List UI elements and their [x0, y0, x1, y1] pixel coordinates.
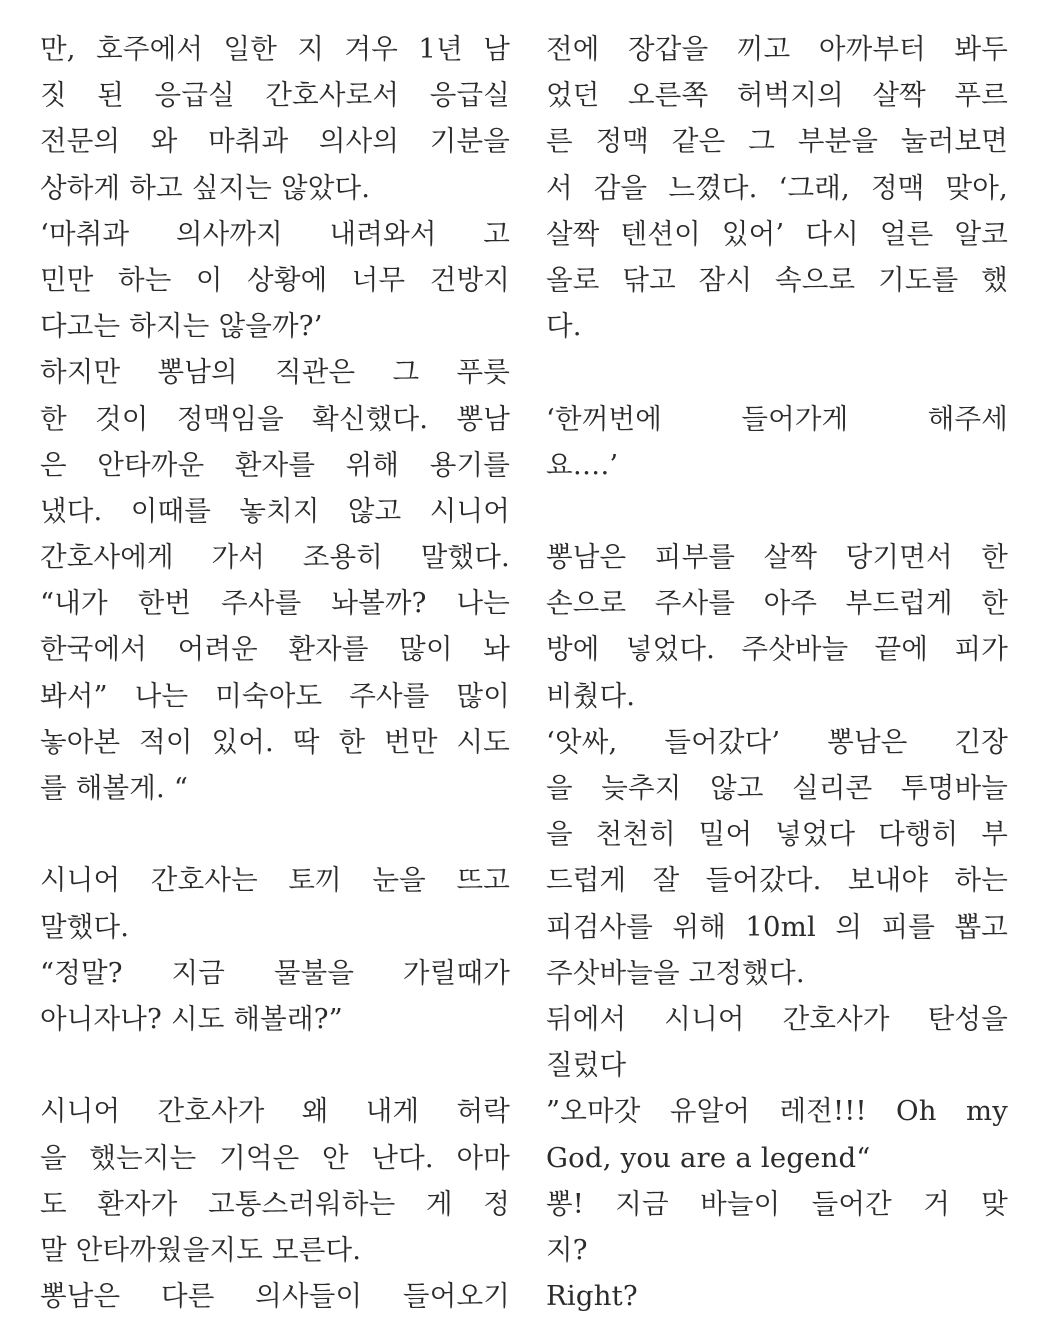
text-line: 민만 하는 이 상황에 너무 건방지: [40, 263, 510, 296]
text-line: ”오마갓 유알어 레전!!! Oh my: [546, 1095, 1008, 1128]
text-line: 시니어 간호사가 왜 내게 허락: [40, 1095, 510, 1128]
text-line: 요….’: [546, 448, 619, 481]
text-line: 다.: [546, 310, 582, 343]
text-line: 아니자나? 시도 해볼래?”: [40, 1002, 343, 1035]
text-line: 놓아본 적이 있어. 딱 한 번만 시도: [40, 725, 510, 758]
text-line: 른 정맥 같은 그 부분을 눌러보면: [546, 125, 1008, 158]
text-line: 뽕남은 다른 의사들이 들어오기: [40, 1280, 510, 1313]
text-line: 올로 닦고 잠시 속으로 기도를 했: [546, 263, 1008, 296]
text-line: 서 감을 느꼈다. ‘그래, 정맥 맞아,: [546, 171, 1008, 204]
text-line: 주삿바늘을 고정했다.: [546, 956, 805, 989]
text-line: God, you are a legend“: [546, 1141, 871, 1174]
text-line: 만, 호주에서 일한 지 겨우 1년 남: [40, 33, 510, 65]
text-line: 한 것이 정맥임을 확신했다. 뽕남: [40, 402, 510, 435]
text-line: ‘한꺼번에 들어가게 해주세: [546, 402, 1008, 435]
text-line: 었던 오른쪽 허벅지의 살짝 푸르: [546, 79, 1008, 112]
text-line: 냈다. 이때를 놓치지 않고 시니어: [40, 494, 510, 527]
text-line: 뽕! 지금 바늘이 들어간 거 맞: [546, 1187, 1008, 1220]
text-line: 을 늦추지 않고 실리콘 투명바늘: [546, 772, 1008, 804]
text-line: 전문의 와 마취과 의사의 기분을: [40, 125, 510, 158]
text-line: 지?: [546, 1233, 588, 1266]
text-line: 비췄다.: [546, 679, 636, 712]
text-line: Right?: [546, 1280, 638, 1313]
text-line: 드럽게 잘 들어갔다. 보내야 하는: [546, 864, 1008, 897]
text-line: 손으로 주사를 아주 부드럽게 한: [546, 587, 1008, 620]
text-line: 하지만 뽕남의 직관은 그 푸릇: [40, 356, 510, 389]
text-line: [40, 811, 510, 857]
text-line: 전에 장갑을 끼고 아까부터 봐두: [546, 33, 1008, 65]
text-line: 짓 된 응급실 간호사로서 응급실: [40, 79, 510, 112]
text-line: 말 안타까웠을지도 모른다.: [40, 1233, 362, 1266]
text-line: 시니어 간호사는 토끼 눈을 뜨고: [40, 864, 510, 897]
text-line: 은 안타까운 환자를 위해 용기를: [40, 448, 510, 481]
text-line: 다고는 하지는 않을까?’: [40, 310, 323, 343]
text-line: ‘마취과 의사까지 내려와서 고: [40, 217, 510, 250]
text-line: “내가 한번 주사를 놔볼까? 나는: [40, 587, 510, 620]
text-line: 도 환자가 고통스러워하는 게 정: [40, 1187, 510, 1220]
text-line: 를 해볼게. “: [40, 772, 189, 804]
text-line: 질렀다: [546, 1049, 627, 1082]
text-line: 방에 넣었다. 주삿바늘 끝에 피가: [546, 633, 1008, 666]
left-text-column: [40, 26, 510, 1319]
text-line: [40, 1042, 510, 1088]
text-line: 을 천천히 밀어 넣었다 다행히 부: [546, 818, 1008, 851]
text-line: 봐서” 나는 미숙아도 주사를 많이: [40, 679, 510, 712]
text-line: 말했다.: [40, 910, 130, 943]
text-line: 상하게 하고 싶지는 않았다.: [40, 171, 371, 204]
text-line: 뒤에서 시니어 간호사가 탄성을: [546, 1002, 1008, 1035]
text-line: [546, 349, 1008, 395]
right-text-column: [546, 26, 1008, 1319]
text-line: ‘앗싸, 들어갔다’ 뽕남은 긴장: [546, 725, 1008, 758]
text-line: 피검사를 위해 10ml 의 피를 뽑고: [546, 910, 1008, 943]
text-line: 뽕남은 피부를 살짝 당기면서 한: [546, 541, 1008, 574]
text-line: “정말? 지금 물불을 가릴때가: [40, 956, 510, 989]
text-line: [546, 488, 1008, 534]
text-line: 한국에서 어려운 환자를 많이 놔: [40, 633, 510, 666]
text-line: 간호사에게 가서 조용히 말했다.: [40, 541, 510, 574]
text-line: 을 했는지는 기억은 안 난다. 아마: [40, 1141, 510, 1174]
text-line: 살짝 텐션이 있어’ 다시 얼른 알코: [546, 217, 1008, 250]
